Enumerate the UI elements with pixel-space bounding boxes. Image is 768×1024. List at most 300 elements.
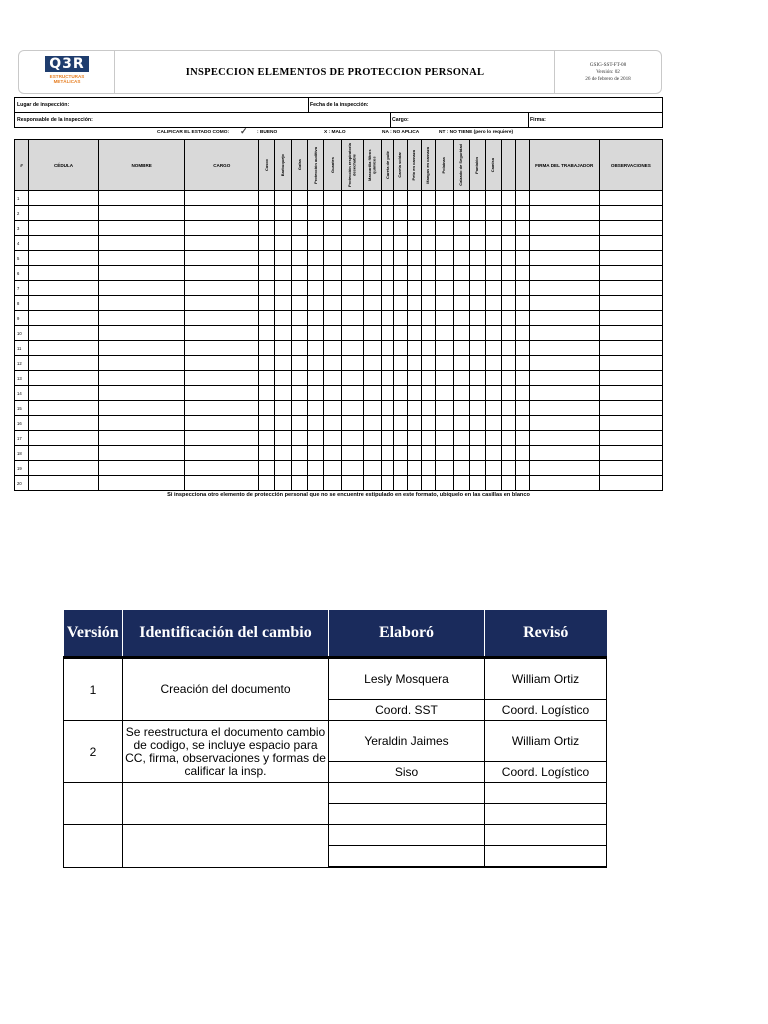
grid-cell[interactable]: [342, 371, 364, 386]
grid-cell[interactable]: [99, 416, 185, 431]
grid-cell[interactable]: [469, 251, 485, 266]
grid-cell[interactable]: [421, 191, 435, 206]
grid-cell[interactable]: [421, 266, 435, 281]
grid-cell[interactable]: [29, 296, 99, 311]
grid-cell[interactable]: [453, 431, 469, 446]
grid-cell[interactable]: [364, 236, 382, 251]
grid-cell[interactable]: [453, 341, 469, 356]
grid-cell[interactable]: [99, 476, 185, 491]
grid-cell[interactable]: [469, 311, 485, 326]
grid-cell[interactable]: [324, 371, 342, 386]
grid-cell[interactable]: [259, 431, 275, 446]
grid-cell[interactable]: [275, 401, 292, 416]
grid-cell[interactable]: [469, 386, 485, 401]
grid-cell[interactable]: [529, 311, 599, 326]
grid-cell[interactable]: [394, 281, 407, 296]
grid-cell[interactable]: [529, 326, 599, 341]
grid-cell[interactable]: [29, 191, 99, 206]
grid-cell[interactable]: [364, 476, 382, 491]
grid-cell[interactable]: [308, 416, 324, 431]
grid-cell[interactable]: [394, 401, 407, 416]
grid-cell[interactable]: [501, 461, 515, 476]
grid-cell[interactable]: [394, 446, 407, 461]
grid-cell[interactable]: [485, 221, 501, 236]
grid-cell[interactable]: [364, 461, 382, 476]
grid-cell[interactable]: [342, 476, 364, 491]
grid-cell[interactable]: [259, 401, 275, 416]
grid-cell[interactable]: [292, 461, 308, 476]
grid-cell[interactable]: [342, 251, 364, 266]
grid-cell[interactable]: [292, 221, 308, 236]
grid-cell[interactable]: [292, 326, 308, 341]
grid-cell[interactable]: [501, 401, 515, 416]
grid-cell[interactable]: [342, 281, 364, 296]
grid-cell[interactable]: [259, 311, 275, 326]
grid-cell[interactable]: [259, 326, 275, 341]
grid-cell[interactable]: [185, 356, 259, 371]
grid-cell[interactable]: [501, 266, 515, 281]
grid-cell[interactable]: [99, 371, 185, 386]
grid-cell[interactable]: [185, 236, 259, 251]
grid-cell[interactable]: [515, 191, 529, 206]
grid-cell[interactable]: [292, 476, 308, 491]
grid-cell[interactable]: [407, 266, 421, 281]
grid-cell[interactable]: [469, 236, 485, 251]
grid-cell[interactable]: [529, 401, 599, 416]
grid-cell[interactable]: [515, 416, 529, 431]
grid-cell[interactable]: [342, 446, 364, 461]
grid-cell[interactable]: [308, 251, 324, 266]
grid-cell[interactable]: [469, 476, 485, 491]
grid-cell[interactable]: [308, 296, 324, 311]
grid-cell[interactable]: [469, 206, 485, 221]
grid-cell[interactable]: [29, 221, 99, 236]
grid-cell[interactable]: [308, 401, 324, 416]
grid-cell[interactable]: [292, 206, 308, 221]
grid-cell[interactable]: [308, 476, 324, 491]
grid-cell[interactable]: [342, 311, 364, 326]
grid-cell[interactable]: [485, 236, 501, 251]
grid-cell[interactable]: [185, 446, 259, 461]
grid-cell[interactable]: [364, 431, 382, 446]
grid-cell[interactable]: [421, 341, 435, 356]
grid-cell[interactable]: [421, 296, 435, 311]
grid-cell[interactable]: [453, 221, 469, 236]
grid-cell[interactable]: [407, 431, 421, 446]
grid-cell[interactable]: [407, 191, 421, 206]
grid-cell[interactable]: [308, 446, 324, 461]
grid-cell[interactable]: [259, 416, 275, 431]
grid-cell[interactable]: [421, 416, 435, 431]
grid-cell[interactable]: [421, 431, 435, 446]
grid-cell[interactable]: [453, 311, 469, 326]
grid-cell[interactable]: [407, 416, 421, 431]
grid-cell[interactable]: [453, 206, 469, 221]
grid-cell[interactable]: [364, 311, 382, 326]
grid-cell[interactable]: [529, 236, 599, 251]
grid-cell[interactable]: [453, 266, 469, 281]
grid-cell[interactable]: [308, 341, 324, 356]
grid-cell[interactable]: [275, 281, 292, 296]
grid-cell[interactable]: [394, 296, 407, 311]
grid-cell[interactable]: [382, 476, 394, 491]
grid-cell[interactable]: [485, 476, 501, 491]
grid-cell[interactable]: [599, 236, 662, 251]
grid-cell[interactable]: [501, 191, 515, 206]
grid-cell[interactable]: [99, 446, 185, 461]
grid-cell[interactable]: [382, 386, 394, 401]
grid-cell[interactable]: [292, 446, 308, 461]
grid-cell[interactable]: [599, 371, 662, 386]
grid-cell[interactable]: [275, 476, 292, 491]
grid-cell[interactable]: [501, 416, 515, 431]
grid-cell[interactable]: [292, 431, 308, 446]
grid-cell[interactable]: [453, 191, 469, 206]
grid-cell[interactable]: [185, 341, 259, 356]
grid-cell[interactable]: [308, 236, 324, 251]
grid-cell[interactable]: [324, 386, 342, 401]
grid-cell[interactable]: [515, 386, 529, 401]
grid-cell[interactable]: [99, 311, 185, 326]
grid-cell[interactable]: [453, 461, 469, 476]
grid-cell[interactable]: [364, 191, 382, 206]
grid-cell[interactable]: [407, 221, 421, 236]
grid-cell[interactable]: [394, 356, 407, 371]
grid-cell[interactable]: [308, 386, 324, 401]
grid-cell[interactable]: [485, 341, 501, 356]
grid-cell[interactable]: [342, 296, 364, 311]
grid-cell[interactable]: [421, 371, 435, 386]
grid-cell[interactable]: [342, 401, 364, 416]
grid-cell[interactable]: [275, 221, 292, 236]
grid-cell[interactable]: [515, 356, 529, 371]
grid-cell[interactable]: [99, 386, 185, 401]
grid-cell[interactable]: [29, 266, 99, 281]
grid-cell[interactable]: [435, 446, 453, 461]
grid-cell[interactable]: [342, 221, 364, 236]
grid-cell[interactable]: [529, 341, 599, 356]
grid-cell[interactable]: [99, 461, 185, 476]
grid-cell[interactable]: [259, 476, 275, 491]
grid-cell[interactable]: [529, 356, 599, 371]
grid-cell[interactable]: [382, 281, 394, 296]
grid-cell[interactable]: [324, 341, 342, 356]
grid-cell[interactable]: [275, 341, 292, 356]
grid-cell[interactable]: [485, 311, 501, 326]
grid-cell[interactable]: [394, 191, 407, 206]
grid-cell[interactable]: [435, 401, 453, 416]
grid-cell[interactable]: [421, 221, 435, 236]
grid-cell[interactable]: [382, 371, 394, 386]
grid-cell[interactable]: [421, 236, 435, 251]
grid-cell[interactable]: [394, 266, 407, 281]
grid-cell[interactable]: [185, 266, 259, 281]
grid-cell[interactable]: [469, 401, 485, 416]
grid-cell[interactable]: [382, 191, 394, 206]
grid-cell[interactable]: [501, 476, 515, 491]
grid-cell[interactable]: [364, 266, 382, 281]
grid-cell[interactable]: [324, 326, 342, 341]
grid-cell[interactable]: [421, 446, 435, 461]
grid-cell[interactable]: [308, 206, 324, 221]
grid-cell[interactable]: [29, 356, 99, 371]
grid-cell[interactable]: [99, 266, 185, 281]
grid-cell[interactable]: [421, 356, 435, 371]
grid-cell[interactable]: [485, 386, 501, 401]
grid-cell[interactable]: [599, 461, 662, 476]
grid-cell[interactable]: [382, 431, 394, 446]
grid-cell[interactable]: [259, 251, 275, 266]
grid-cell[interactable]: [599, 191, 662, 206]
grid-cell[interactable]: [529, 431, 599, 446]
grid-cell[interactable]: [99, 236, 185, 251]
grid-cell[interactable]: [485, 266, 501, 281]
grid-cell[interactable]: [529, 221, 599, 236]
grid-cell[interactable]: [485, 431, 501, 446]
grid-cell[interactable]: [292, 311, 308, 326]
grid-cell[interactable]: [382, 251, 394, 266]
grid-cell[interactable]: [364, 206, 382, 221]
grid-cell[interactable]: [515, 476, 529, 491]
grid-cell[interactable]: [485, 296, 501, 311]
grid-cell[interactable]: [453, 356, 469, 371]
grid-cell[interactable]: [435, 386, 453, 401]
grid-cell[interactable]: [382, 416, 394, 431]
grid-cell[interactable]: [515, 206, 529, 221]
grid-cell[interactable]: [394, 326, 407, 341]
grid-cell[interactable]: [453, 371, 469, 386]
grid-cell[interactable]: [29, 236, 99, 251]
grid-cell[interactable]: [407, 401, 421, 416]
grid-cell[interactable]: [469, 296, 485, 311]
grid-cell[interactable]: [259, 371, 275, 386]
grid-cell[interactable]: [469, 326, 485, 341]
grid-cell[interactable]: [501, 431, 515, 446]
grid-cell[interactable]: [364, 251, 382, 266]
grid-cell[interactable]: [29, 206, 99, 221]
grid-cell[interactable]: [485, 251, 501, 266]
grid-cell[interactable]: [453, 236, 469, 251]
grid-cell[interactable]: [99, 206, 185, 221]
grid-cell[interactable]: [599, 416, 662, 431]
grid-cell[interactable]: [259, 386, 275, 401]
grid-cell[interactable]: [407, 386, 421, 401]
grid-cell[interactable]: [529, 281, 599, 296]
grid-cell[interactable]: [324, 191, 342, 206]
grid-cell[interactable]: [185, 296, 259, 311]
grid-cell[interactable]: [382, 461, 394, 476]
grid-cell[interactable]: [485, 461, 501, 476]
grid-cell[interactable]: [342, 206, 364, 221]
grid-cell[interactable]: [421, 386, 435, 401]
grid-cell[interactable]: [324, 416, 342, 431]
grid-cell[interactable]: [292, 191, 308, 206]
grid-cell[interactable]: [394, 251, 407, 266]
grid-cell[interactable]: [185, 416, 259, 431]
grid-cell[interactable]: [435, 191, 453, 206]
grid-cell[interactable]: [29, 446, 99, 461]
grid-cell[interactable]: [324, 221, 342, 236]
grid-cell[interactable]: [275, 251, 292, 266]
grid-cell[interactable]: [394, 431, 407, 446]
grid-cell[interactable]: [342, 341, 364, 356]
grid-cell[interactable]: [364, 221, 382, 236]
grid-cell[interactable]: [529, 266, 599, 281]
grid-cell[interactable]: [364, 356, 382, 371]
grid-cell[interactable]: [453, 281, 469, 296]
grid-cell[interactable]: [394, 341, 407, 356]
grid-cell[interactable]: [407, 461, 421, 476]
grid-cell[interactable]: [342, 356, 364, 371]
grid-cell[interactable]: [364, 296, 382, 311]
grid-cell[interactable]: [515, 236, 529, 251]
grid-cell[interactable]: [185, 461, 259, 476]
grid-cell[interactable]: [394, 311, 407, 326]
grid-cell[interactable]: [485, 371, 501, 386]
grid-cell[interactable]: [382, 296, 394, 311]
grid-cell[interactable]: [529, 206, 599, 221]
grid-cell[interactable]: [485, 206, 501, 221]
grid-cell[interactable]: [407, 251, 421, 266]
grid-cell[interactable]: [407, 296, 421, 311]
grid-cell[interactable]: [364, 386, 382, 401]
grid-cell[interactable]: [394, 371, 407, 386]
grid-cell[interactable]: [501, 386, 515, 401]
grid-cell[interactable]: [29, 326, 99, 341]
grid-cell[interactable]: [342, 431, 364, 446]
grid-cell[interactable]: [185, 476, 259, 491]
grid-cell[interactable]: [394, 386, 407, 401]
grid-cell[interactable]: [29, 311, 99, 326]
grid-cell[interactable]: [292, 236, 308, 251]
grid-cell[interactable]: [324, 206, 342, 221]
grid-cell[interactable]: [469, 356, 485, 371]
grid-cell[interactable]: [599, 401, 662, 416]
grid-cell[interactable]: [453, 446, 469, 461]
grid-cell[interactable]: [382, 401, 394, 416]
grid-cell[interactable]: [407, 476, 421, 491]
grid-cell[interactable]: [308, 356, 324, 371]
grid-cell[interactable]: [469, 371, 485, 386]
grid-cell[interactable]: [421, 281, 435, 296]
grid-cell[interactable]: [599, 341, 662, 356]
grid-cell[interactable]: [324, 296, 342, 311]
grid-cell[interactable]: [394, 206, 407, 221]
grid-cell[interactable]: [394, 236, 407, 251]
grid-cell[interactable]: [485, 416, 501, 431]
grid-cell[interactable]: [185, 191, 259, 206]
grid-cell[interactable]: [599, 311, 662, 326]
grid-cell[interactable]: [435, 296, 453, 311]
grid-cell[interactable]: [485, 356, 501, 371]
grid-cell[interactable]: [292, 341, 308, 356]
grid-cell[interactable]: [292, 251, 308, 266]
grid-cell[interactable]: [364, 416, 382, 431]
grid-cell[interactable]: [485, 281, 501, 296]
grid-cell[interactable]: [99, 431, 185, 446]
grid-cell[interactable]: [292, 281, 308, 296]
grid-cell[interactable]: [529, 416, 599, 431]
grid-cell[interactable]: [469, 191, 485, 206]
grid-cell[interactable]: [407, 356, 421, 371]
grid-cell[interactable]: [435, 221, 453, 236]
grid-cell[interactable]: [259, 191, 275, 206]
grid-cell[interactable]: [394, 476, 407, 491]
grid-cell[interactable]: [99, 401, 185, 416]
grid-cell[interactable]: [394, 416, 407, 431]
grid-cell[interactable]: [259, 266, 275, 281]
grid-cell[interactable]: [29, 476, 99, 491]
grid-cell[interactable]: [324, 356, 342, 371]
grid-cell[interactable]: [292, 401, 308, 416]
grid-cell[interactable]: [185, 386, 259, 401]
grid-cell[interactable]: [435, 326, 453, 341]
grid-cell[interactable]: [599, 326, 662, 341]
grid-cell[interactable]: [382, 221, 394, 236]
grid-cell[interactable]: [364, 281, 382, 296]
grid-cell[interactable]: [99, 221, 185, 236]
grid-cell[interactable]: [421, 461, 435, 476]
grid-cell[interactable]: [185, 371, 259, 386]
grid-cell[interactable]: [599, 221, 662, 236]
grid-cell[interactable]: [382, 206, 394, 221]
grid-cell[interactable]: [324, 446, 342, 461]
grid-cell[interactable]: [515, 431, 529, 446]
grid-cell[interactable]: [324, 476, 342, 491]
grid-cell[interactable]: [501, 371, 515, 386]
grid-cell[interactable]: [529, 446, 599, 461]
grid-cell[interactable]: [324, 431, 342, 446]
grid-cell[interactable]: [342, 386, 364, 401]
grid-cell[interactable]: [29, 431, 99, 446]
grid-cell[interactable]: [259, 281, 275, 296]
grid-cell[interactable]: [599, 386, 662, 401]
grid-cell[interactable]: [29, 341, 99, 356]
grid-cell[interactable]: [485, 401, 501, 416]
grid-cell[interactable]: [469, 431, 485, 446]
grid-cell[interactable]: [599, 206, 662, 221]
grid-cell[interactable]: [99, 191, 185, 206]
grid-cell[interactable]: [515, 296, 529, 311]
grid-cell[interactable]: [342, 416, 364, 431]
grid-cell[interactable]: [275, 416, 292, 431]
grid-cell[interactable]: [259, 356, 275, 371]
grid-cell[interactable]: [421, 326, 435, 341]
grid-cell[interactable]: [324, 251, 342, 266]
grid-cell[interactable]: [515, 251, 529, 266]
grid-cell[interactable]: [407, 326, 421, 341]
grid-cell[interactable]: [529, 476, 599, 491]
grid-cell[interactable]: [501, 236, 515, 251]
grid-cell[interactable]: [185, 206, 259, 221]
grid-cell[interactable]: [292, 416, 308, 431]
grid-cell[interactable]: [342, 266, 364, 281]
grid-cell[interactable]: [453, 416, 469, 431]
grid-cell[interactable]: [501, 341, 515, 356]
grid-cell[interactable]: [185, 281, 259, 296]
grid-cell[interactable]: [469, 416, 485, 431]
grid-cell[interactable]: [308, 266, 324, 281]
grid-cell[interactable]: [435, 341, 453, 356]
grid-cell[interactable]: [529, 251, 599, 266]
grid-cell[interactable]: [324, 401, 342, 416]
grid-cell[interactable]: [29, 281, 99, 296]
grid-cell[interactable]: [275, 311, 292, 326]
grid-cell[interactable]: [529, 461, 599, 476]
grid-cell[interactable]: [364, 341, 382, 356]
grid-cell[interactable]: [308, 281, 324, 296]
grid-cell[interactable]: [275, 206, 292, 221]
